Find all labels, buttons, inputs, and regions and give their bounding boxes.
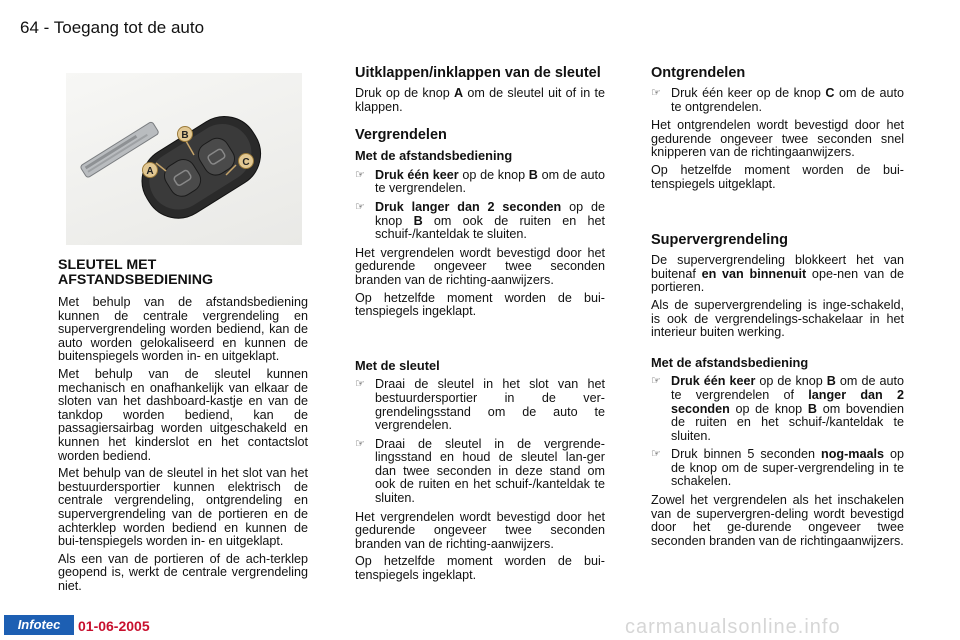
paragraph: Op hetzelfde moment worden de bui-tenspiegels ingeklapt. bbox=[355, 290, 605, 319]
subheading-remote: Met de afstandsbediening bbox=[651, 354, 809, 370]
paragraph: Het vergrendelen wordt bevestigd door het gedurende ongeveer twee seconden branden van de richting-aanwijzers. bbox=[355, 509, 605, 551]
footer-date: 01-06-2005 bbox=[78, 618, 150, 634]
key-fob-photo bbox=[66, 73, 302, 245]
paragraph: Het vergrendelen wordt bevestigd door het gedurende ongeveer twee seconden branden van de richting-aanwijzers. bbox=[355, 245, 605, 287]
bullet-item: ☞ Druk één keer op de knop B om de auto te vergrendelen of langer dan 2 seconden op de knop B om bovendien de ruiten en het schuif-/kanteldak te sluiten. bbox=[651, 374, 904, 443]
pointing-hand-icon: ☞ bbox=[355, 378, 365, 391]
page-header bbox=[20, 18, 204, 38]
column-locking bbox=[355, 66, 605, 587]
watermark: carmanualsonline.info bbox=[625, 616, 841, 638]
bullet-item: ☞ Druk binnen 5 seconden nog-maals op de knop om de super-vergrendeling in te schakelen. bbox=[651, 447, 905, 489]
key-fob-illustration bbox=[66, 73, 302, 245]
bullet-item: ☞ Druk één keer op de knop C om de auto te ontgrendelen. bbox=[651, 86, 904, 114]
paragraph: Op hetzelfde moment worden de bui-tenspiegels uitgeklapt. bbox=[651, 162, 904, 191]
column-unlocking bbox=[651, 66, 904, 552]
pointing-hand-icon: ☞ bbox=[651, 375, 661, 388]
paragraph: Met behulp van de sleutel kunnen mechanisch en onafhankelijk van elkaar de sloten van het dashboard-kastje en van de tankdop worden bediend, kan de passagiersairbag worden uitgeschakeld en kunnen het kinderslot en het contactslot worden bediend. bbox=[58, 366, 308, 463]
pointing-hand-icon: ☞ bbox=[355, 200, 365, 213]
paragraph: Met behulp van de sleutel in het slot van het bestuurdersportier kunnen elektrisch de centrale vergrendeling, ontgrendeling en supervergrendeling van de portieren en de achterklep worden bediend en kunnen de bui-tenspiegels worden in- en uitgeklapt. bbox=[58, 466, 308, 549]
paragraph: Met behulp van de afstandsbediening kunnen de centrale vergrendeling en supervergrendeling worden bediend, kan de auto worden gelokaliseerd en kunnen de buitenspiegels worden in- en uitgeklapt. bbox=[58, 295, 308, 364]
section-title-remote-key: SLEUTEL MET AFSTANDSBEDIENING bbox=[58, 257, 214, 288]
page-title: Toegang tot de auto bbox=[53, 18, 205, 37]
column-remote-key bbox=[58, 258, 308, 597]
header-separator: - bbox=[43, 18, 50, 37]
bullet-item: ☞ Draai de sleutel in het slot van het bestuurdersportier in de ver-grendelingsstand om de auto te vergrendelen. bbox=[355, 377, 605, 433]
bullet-item: ☞ Draai de sleutel in de vergrende-lingsstand en houd de sleutel lan-ger dan twee seconden in deze stand om ook de ruiten en het schuif-/kanteldak te sluiten. bbox=[355, 436, 605, 506]
section-title-locking: Vergrendelen bbox=[355, 127, 447, 144]
pointing-hand-icon: ☞ bbox=[651, 87, 661, 99]
subheading-key: Met de sleutel bbox=[355, 357, 440, 373]
paragraph-fold-key: Druk op de knop A om de sleutel uit of in te klappen. bbox=[355, 86, 605, 114]
paragraph: Het ontgrendelen wordt bevestigd door het gedurende ongeveer twee seconden snel knipperen van de richtingaanwijzers. bbox=[651, 118, 904, 160]
pointing-hand-icon: ☞ bbox=[651, 448, 661, 461]
label-c: C bbox=[242, 157, 250, 168]
bullet-item: ☞ Druk langer dan 2 seconden op de knop B om ook de ruiten en het schuif-/kanteldak te sluiten. bbox=[355, 199, 606, 242]
section-title-deadlocking: Supervergrendeling bbox=[651, 232, 788, 249]
infotec-logo: Infotec bbox=[4, 615, 74, 635]
label-b: B bbox=[181, 130, 189, 141]
paragraph: Als de supervergrendeling is inge-schakeld, is ook de vergrendelings-schakelaar in het interieur buiten werking. bbox=[651, 297, 904, 340]
paragraph: Zowel het vergrendelen als het inschakelen van de supervergren-deling wordt bevestigd door het ge-durende ongeveer twee seconden branden van de richtingaanwijzers. bbox=[651, 493, 904, 548]
section-title-fold-key: Uitklappen/inklappen van de sleutel bbox=[355, 65, 601, 81]
paragraph: Op hetzelfde moment worden de bui-tenspiegels ingeklapt. bbox=[355, 554, 605, 583]
label-a: A bbox=[146, 166, 154, 177]
bullet-item: ☞ Druk één keer op de knop B om de auto te vergrendelen. bbox=[355, 167, 605, 196]
pointing-hand-icon: ☞ bbox=[355, 437, 365, 450]
pointing-hand-icon: ☞ bbox=[355, 168, 365, 181]
page-number: 64 bbox=[20, 18, 39, 37]
section-title-unlocking: Ontgrendelen bbox=[651, 65, 746, 81]
paragraph: De supervergrendeling blokkeert het van buitenaf en van binnenuit ope-nen van de portieren. bbox=[651, 253, 904, 295]
paragraph: Als een van de portieren of de ach-terklep geopend is, werkt de centrale vergrendeling niet. bbox=[58, 551, 308, 593]
subheading-remote: Met de afstandsbediening bbox=[355, 148, 513, 164]
